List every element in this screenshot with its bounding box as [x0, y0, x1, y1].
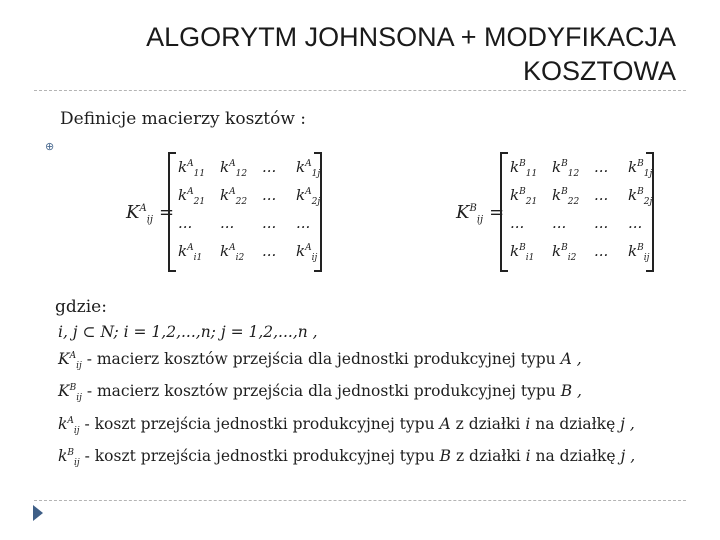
definition-cost-b: $k^B_{ij}$ - koszt przejścia jednostki produkcyjnej typu B z działki i na działkę j , — [58, 447, 636, 469]
matrix-a-cell: $k^A_{12}$ — [220, 158, 248, 179]
matrix-a-cell: ... — [262, 158, 277, 176]
matrix-b-cell: $k^B_{22}$ — [552, 186, 580, 207]
matrix-a-cell: $k^A_{21}$ — [178, 186, 206, 207]
matrix-a — [168, 152, 322, 272]
matrix-a-cell: ... — [262, 186, 277, 204]
matrix-b-cell: $k^B_{i1}$ — [510, 242, 535, 263]
matrix-a-cell: ... — [262, 242, 277, 260]
triangle-arrow-icon[interactable] — [33, 505, 43, 521]
matrix-a-grid — [170, 152, 320, 270]
definition-cost-a: $k^A_{ij}$ - koszt przejścia jednostki produkcyjnej typu A z działki i na działkę j , — [58, 415, 635, 437]
matrix-b-cell: $k^B_{12}$ — [552, 158, 580, 179]
slide-title-line2: KOSZTOWA — [522, 56, 676, 86]
matrix-b-cell: $k^B_{2j}$ — [628, 186, 653, 207]
index-definition: i, j ⊂ N; i = 1,2,...,n; j = 1,2,...,n , — [58, 323, 318, 341]
matrix-a-cell: $k^A_{i1}$ — [178, 242, 203, 263]
bottom-dashed-divider — [34, 500, 686, 501]
matrix-a-cell: $k^A_{ij}$ — [296, 242, 318, 263]
matrix-b-cell: ... — [628, 214, 643, 232]
matrix-b-cell: $k^B_{11}$ — [510, 158, 538, 179]
matrix-b-cell: ... — [594, 214, 609, 232]
matrix-b-cell: ... — [510, 214, 525, 232]
matrix-b — [500, 152, 654, 272]
matrix-a-cell: $k^A_{1j}$ — [296, 158, 321, 179]
matrix-a-cell: ... — [296, 214, 311, 232]
matrix-a-cell: ... — [220, 214, 235, 232]
matrix-a-label: $K^A_{ij}$ = — [126, 202, 175, 226]
matrix-b-cell: ... — [552, 214, 567, 232]
slide-title-line1: ALGORYTM JOHNSONA + MODYFIKACJA — [146, 22, 676, 52]
matrix-a-cell: ... — [178, 214, 193, 232]
matrix-b-grid — [502, 152, 652, 270]
matrix-b-label: $K^B_{ij}$ = — [456, 202, 505, 226]
matrix-b-cell: $k^B_{i2}$ — [552, 242, 577, 263]
matrix-b-cell: $k^B_{21}$ — [510, 186, 538, 207]
matrix-b-cell: ... — [594, 186, 609, 204]
matrix-b-cell: ... — [594, 158, 609, 176]
matrix-a-cell: $k^A_{i2}$ — [220, 242, 245, 263]
definitions-heading: Definicje macierzy kosztów : — [60, 109, 307, 129]
definition-matrix-b: $K^B_{ij}$ - macierz kosztów przejścia dla jednostki produkcyjnej typu B , — [58, 382, 582, 404]
matrix-b-cell: $k^B_{1j}$ — [628, 158, 653, 179]
plus-bullet-icon: ⊕ — [45, 141, 55, 153]
definition-matrix-a: $K^A_{ij}$ - macierz kosztów przejścia dla jednostki produkcyjnej typu A , — [58, 350, 582, 372]
matrix-b-cell: $k^B_{ij}$ — [628, 242, 650, 263]
gdzie-label: gdzie: — [55, 297, 107, 317]
matrix-a-cell: ... — [262, 214, 277, 232]
matrix-a-cell: $k^A_{11}$ — [178, 158, 206, 179]
matrix-a-cell: $k^A_{2j}$ — [296, 186, 321, 207]
matrix-a-cell: $k^A_{22}$ — [220, 186, 248, 207]
matrix-b-cell: ... — [594, 242, 609, 260]
